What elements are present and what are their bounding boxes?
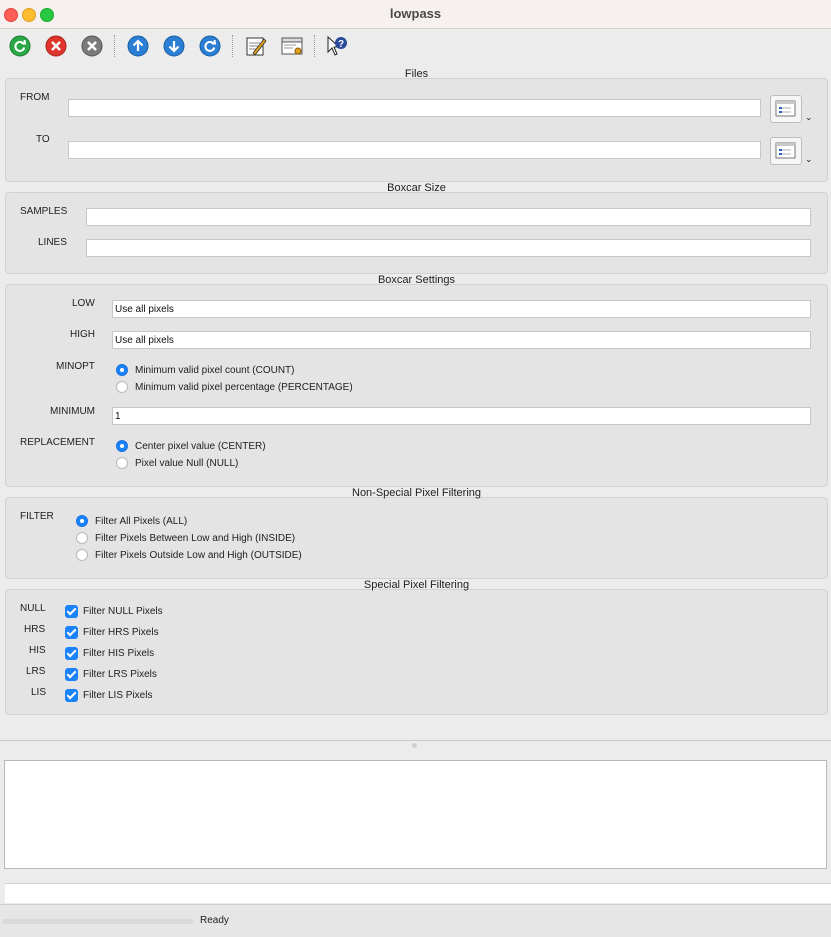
lines-input[interactable] bbox=[86, 239, 811, 257]
parameter-window-button[interactable] bbox=[279, 33, 305, 59]
filter-hrs-text: Filter HRS Pixels bbox=[83, 626, 159, 638]
previous-history-button[interactable] bbox=[125, 33, 151, 59]
radio-selected-icon bbox=[76, 515, 88, 527]
title-bar bbox=[0, 0, 831, 29]
stop-icon bbox=[45, 35, 67, 57]
nonspecial-filtering-title: Non-Special Pixel Filtering bbox=[352, 487, 481, 499]
edit-parameters-button[interactable] bbox=[243, 33, 269, 59]
nonspecial-filtering-group bbox=[5, 487, 828, 579]
filter-all-label: Filter All Pixels (ALL) bbox=[95, 515, 188, 527]
his-label: HIS bbox=[29, 645, 46, 656]
minimum-input[interactable]: 1 bbox=[112, 407, 811, 425]
filter-null-text: Filter NULL Pixels bbox=[83, 605, 163, 617]
filter-lrs-checkbox[interactable] bbox=[65, 667, 157, 681]
toolbar-separator bbox=[232, 35, 234, 57]
replacement-label: REPLACEMENT bbox=[20, 437, 96, 448]
null-label: NULL bbox=[20, 603, 46, 614]
filter-inside-label: Filter Pixels Between Low and High (INSIDE) bbox=[95, 532, 296, 544]
files-group bbox=[5, 68, 828, 182]
filter-lis-text: Filter LIS Pixels bbox=[83, 689, 153, 701]
chevron-down-icon: ⌄ bbox=[805, 154, 813, 164]
whats-this-icon bbox=[325, 35, 349, 57]
reset-icon bbox=[81, 35, 103, 57]
checkbox-checked-icon bbox=[65, 647, 78, 660]
run-icon bbox=[9, 35, 31, 57]
reset-history-button[interactable] bbox=[197, 33, 223, 59]
window-title: lowpass bbox=[389, 6, 442, 21]
status-bar bbox=[0, 904, 831, 937]
from-label: FROM bbox=[20, 92, 50, 103]
filter-his-checkbox[interactable] bbox=[65, 646, 154, 660]
filter-lrs-text: Filter LRS Pixels bbox=[83, 668, 157, 680]
previous-history-icon bbox=[127, 35, 149, 57]
filter-hrs-checkbox[interactable] bbox=[65, 625, 159, 639]
radio-selected-icon bbox=[116, 364, 128, 376]
samples-input[interactable] bbox=[86, 208, 811, 226]
toolbar bbox=[0, 29, 831, 62]
to-browse-button[interactable] bbox=[770, 137, 802, 165]
high-label: HIGH bbox=[70, 329, 95, 340]
filter-null-checkbox[interactable] bbox=[65, 604, 163, 618]
reset-button[interactable] bbox=[79, 33, 105, 59]
toolbar-separator bbox=[314, 35, 316, 57]
replacement-center-radio[interactable] bbox=[116, 439, 266, 453]
to-label: TO bbox=[36, 134, 50, 145]
parameter-window-icon bbox=[281, 35, 303, 57]
splitter[interactable] bbox=[0, 740, 831, 741]
next-history-button[interactable] bbox=[161, 33, 187, 59]
status-text: Ready bbox=[200, 915, 229, 926]
boxcar-size-group bbox=[5, 182, 828, 274]
minopt-percentage-radio[interactable] bbox=[116, 380, 353, 394]
low-input[interactable]: Use all pixels bbox=[112, 300, 811, 318]
whats-this-button[interactable] bbox=[324, 33, 350, 59]
svg-text:?: ? bbox=[337, 39, 345, 50]
files-group-title: Files bbox=[404, 68, 429, 80]
filter-label: FILTER bbox=[20, 511, 54, 522]
radio-unselected-icon bbox=[116, 457, 128, 469]
lines-label: LINES bbox=[38, 237, 67, 248]
samples-label: SAMPLES bbox=[20, 206, 68, 217]
reset-history-icon bbox=[199, 35, 221, 57]
filter-outside-label: Filter Pixels Outside Low and High (OUTSIDE) bbox=[95, 549, 302, 561]
high-input[interactable]: Use all pixels bbox=[112, 331, 811, 349]
filter-his-text: Filter HIS Pixels bbox=[83, 647, 155, 659]
minopt-count-radio[interactable] bbox=[116, 363, 294, 377]
to-input[interactable] bbox=[68, 141, 761, 159]
radio-unselected-icon bbox=[116, 381, 128, 393]
checkbox-checked-icon bbox=[65, 689, 78, 702]
toolbar-separator bbox=[114, 35, 116, 57]
radio-unselected-icon bbox=[76, 549, 88, 561]
radio-selected-icon bbox=[116, 440, 128, 452]
minimum-label: MINIMUM bbox=[50, 406, 95, 417]
chevron-down-icon: ⌄ bbox=[805, 112, 813, 122]
from-browse-button[interactable] bbox=[770, 95, 802, 123]
special-filtering-group bbox=[5, 579, 828, 715]
minopt-count-label: Minimum valid pixel count (COUNT) bbox=[135, 364, 295, 376]
checkbox-checked-icon bbox=[65, 668, 78, 681]
filter-all-radio[interactable] bbox=[76, 514, 187, 528]
replacement-null-label: Pixel value Null (NULL) bbox=[135, 457, 239, 469]
run-button[interactable] bbox=[7, 33, 33, 59]
from-input[interactable] bbox=[68, 99, 761, 117]
filter-inside-radio[interactable] bbox=[76, 531, 295, 545]
edit-parameters-icon bbox=[245, 35, 267, 57]
stop-button[interactable] bbox=[43, 33, 69, 59]
checkbox-checked-icon bbox=[65, 605, 78, 618]
boxcar-size-title: Boxcar Size bbox=[387, 182, 446, 194]
boxcar-settings-title: Boxcar Settings bbox=[377, 274, 456, 286]
replacement-null-radio[interactable] bbox=[116, 456, 238, 470]
progress-bar bbox=[2, 919, 194, 924]
minopt-percentage-label: Minimum valid pixel percentage (PERCENTAGE) bbox=[135, 381, 353, 393]
file-browse-icon bbox=[771, 138, 801, 164]
replacement-center-label: Center pixel value (CENTER) bbox=[135, 440, 266, 452]
log-output-area[interactable] bbox=[4, 760, 827, 869]
lis-label: LIS bbox=[31, 687, 47, 698]
next-history-icon bbox=[163, 35, 185, 57]
splitter-handle[interactable] bbox=[412, 743, 417, 748]
special-filtering-title: Special Pixel Filtering bbox=[363, 579, 470, 591]
filter-outside-radio[interactable] bbox=[76, 548, 302, 562]
minopt-label: MINOPT bbox=[56, 361, 95, 372]
checkbox-checked-icon bbox=[65, 626, 78, 639]
lrs-label: LRS bbox=[26, 666, 46, 677]
hrs-label: HRS bbox=[24, 624, 46, 635]
radio-unselected-icon bbox=[76, 532, 88, 544]
low-label: LOW bbox=[72, 298, 95, 309]
filter-lis-checkbox[interactable] bbox=[65, 688, 152, 702]
file-browse-icon bbox=[771, 96, 801, 122]
boxcar-settings-group bbox=[5, 274, 828, 487]
command-line-input[interactable] bbox=[5, 883, 831, 903]
